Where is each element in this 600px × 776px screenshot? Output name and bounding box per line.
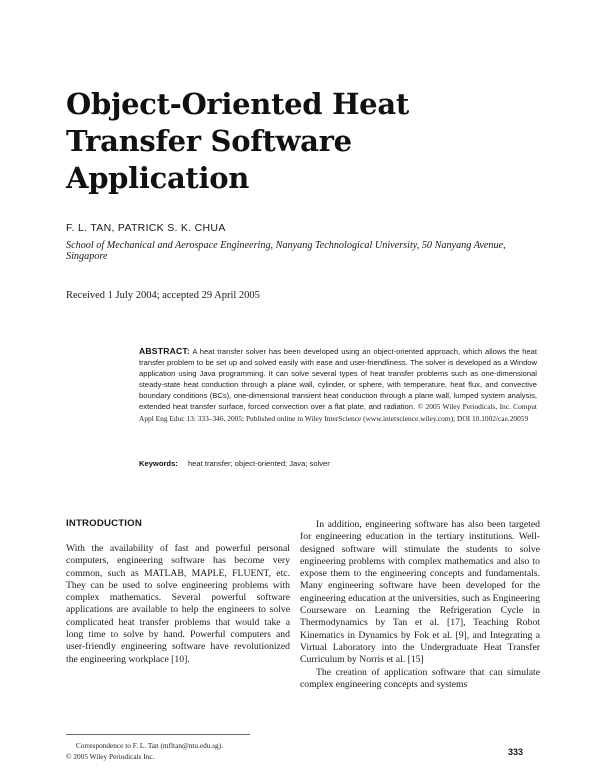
title-line-2: Transfer Software (66, 124, 352, 158)
paragraph: The creation of application software that can simulate complex engineering concepts and systems (300, 666, 540, 690)
affiliation: School of Mechanical and Aerospace Engineering, Nanyang Technological University, 50 Nanyang Avenue, Singapore (66, 240, 506, 262)
column-right (300, 519, 540, 691)
footnote-correspondence: Correspondence to F. L. Tan (mfltan@ntu.edu.sg). (76, 741, 223, 750)
keywords-text: heat transfer; object-oriented; Java; solver (187, 459, 330, 468)
keywords (139, 459, 537, 468)
paragraph: With the availability of fast and powerful personal computers, engineering software has become very common, such as MATLAB, MAPLE, FLUENT, etc. They can be used to solve engineering problems with complex mathematics. Several powerful software applications are available to help the engineers to solve complicated heat transfer problems that would take a long time to solve by hand. Powerful computers and user-friendly engineering software have revolutionized the engineering workplace [10]. (66, 543, 290, 665)
section-heading-introduction: INTRODUCTION (66, 518, 142, 529)
abstract-citation: © 2005 Wiley Periodicals, Inc. Comput Appl Eng Educ 13: 333–346, 2005; Published online in Wiley InterScience (www.interscience.wiley.com); DOI 10.1002/cae.20059 (139, 402, 537, 423)
keywords-label: Keywords: (139, 459, 178, 468)
abstract (139, 346, 537, 424)
title-line-1: Object-Oriented Heat (66, 87, 409, 121)
abstract-text: A heat transfer solver has been developed using an object-oriented approach, which allows the heat transfer problem to be set up and solved easily with ease and user-friendliness. The solver is developed as a Window application using Java programming. It can solve several types of heat transfer problems such as one-dimensional steady-state heat conduction through a plane wall, cylinder, or sphere, with temperature, heat flux, and convective boundary conditions (BCs), one-dimensional transient heat conduction through a plane wall, lumped system analysis, extended heat transfer surface, forced convection over a flat plate, and radiation. (139, 347, 537, 412)
abstract-label: ABSTRACT: (139, 346, 190, 356)
footnotes (66, 741, 296, 763)
page-number: 333 (508, 747, 524, 757)
footnote-copyright: © 2005 Wiley Periodicals Inc. (66, 751, 155, 761)
column-left (66, 543, 290, 666)
received-dates: Received 1 July 2004; accepted 29 April 2005 (66, 290, 260, 301)
paragraph: In addition, engineering software has also been targeted for engineering education in the tertiary institutions. Well-designed software will stimulate the students to solve engineering problems with complex mathematics and also to expose them to the engineering concepts and fundamentals. Many engineering software have been developed for the engineering education at the universities, such as Engineering Courseware on Learning the Refrigeration Cycle in Thermodynamics by Tan et al. [17], Teaching Robot Kinematics in Dynamics by Fok et al. [9], and Integrating a Virtual Laboratory into the Undergraduate Heat Transfer Curriculum by Norris et al. [15] (300, 519, 540, 666)
title-line-3: Application (66, 161, 250, 195)
authors: F. L. TAN, PATRICK S. K. CHUA (66, 222, 226, 234)
footnote-divider (66, 734, 250, 735)
article-title (66, 86, 486, 197)
